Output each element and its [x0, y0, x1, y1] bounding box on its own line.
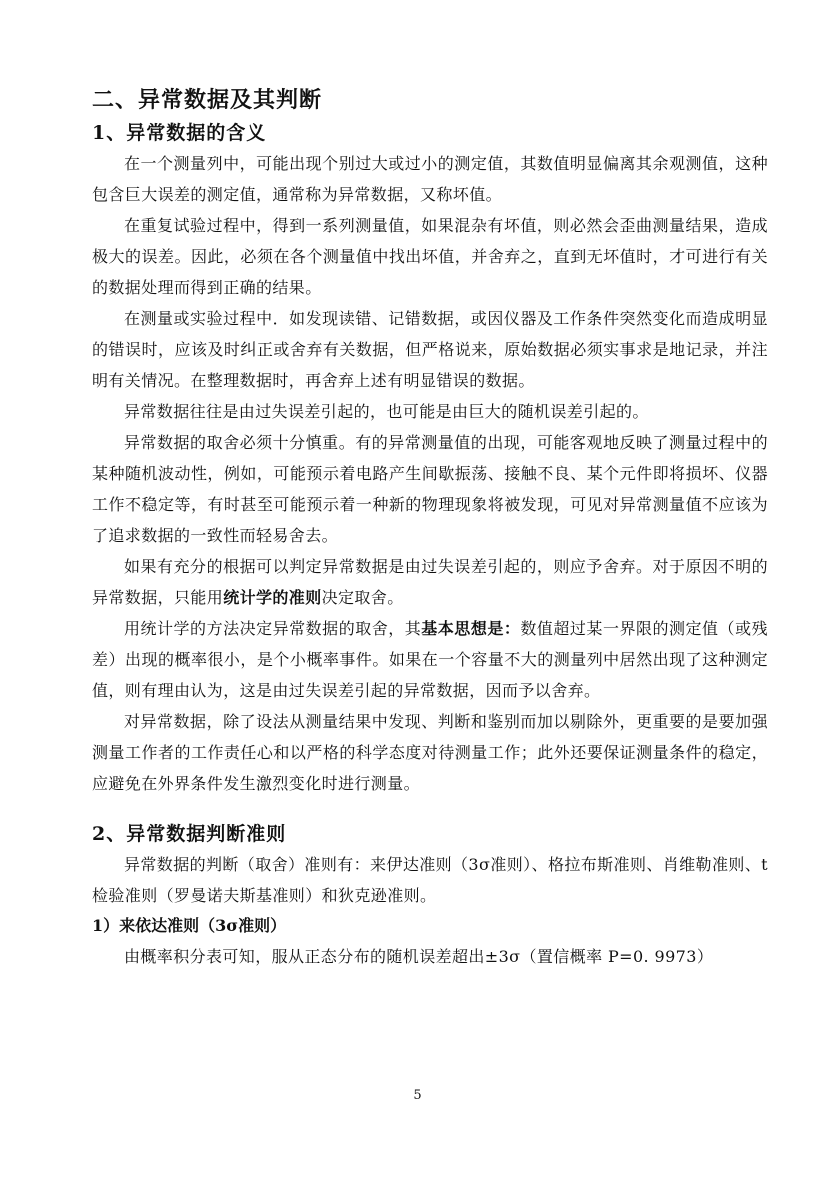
section-2-title: 2、异常数据判断准则 [92, 823, 287, 845]
paragraph-1-3: 在测量或实验过程中．如发现读错、记错数据，或因仪器及工作条件突然变化而造成明显的错误时，应该及时纠正或舍弃有关数据，但严格说来，原始数据必须实事求是地记录，并注明有关情况。在整理数据时，再舍弃上述有明显错误的数据。 [92, 309, 768, 390]
paragraph-1-6-text-a: 如果有充分的根据可以判定异常数据是由过失误差引起的，则应予舍弃。对于原因不明的异常数据，只能用 [92, 557, 768, 607]
paragraph-1-7-text-a: 用统计学的方法决定异常数据的取舍，其 [124, 619, 422, 638]
paragraph-1-5: 异常数据的取舍必须十分慎重。有的异常测量值的出现，可能客观地反映了测量过程中的某种随机波动性，例如，可能预示着电路产生间歇振荡、接触不良、某个元件即将损坏、仪器工作不稳定等，有时甚至可能预示着一种新的物理现象将被发现，可见对异常测量值不应该为了追求数据的一致性而轻易舍去。 [92, 433, 768, 545]
paragraph-1-1: 在一个测量列中，可能出现个别过大或过小的测定值，其数值明显偏离其余观测值，这种包含巨大误差的测定值，通常称为异常数据，又称坏值。 [92, 154, 768, 204]
paragraph-1-4: 异常数据往往是由过失误差引起的，也可能是由巨大的随机误差引起的。 [124, 402, 649, 421]
paragraph-1-6 [92, 551, 768, 613]
paragraph-2-1: 异常数据的判断（取舍）准则有：来伊达准则（3σ准则）、格拉布斯准则、肖维勒准则、t 检验准则（罗曼诺夫斯基准则）和狄克逊准则。 [92, 855, 768, 905]
paragraph-1-6-text-c: 决定取舍。 [321, 588, 404, 607]
paragraph-1-7 [92, 613, 768, 706]
paragraph-1-8: 对异常数据，除了设法从测量结果中发现、判断和鉴别而加以剔除外，更重要的是要加强测量工作者的工作责任心和以严格的科学态度对待测量工作；此外还要保证测量条件的稳定，应避免在外界条件发生激烈变化时进行测量。 [92, 712, 768, 793]
page-number: 5 [413, 1088, 422, 1103]
document-page [92, 84, 768, 972]
bold-term-statistical-criteria: 统计学的准则 [223, 588, 322, 607]
paragraph-1-2: 在重复试验过程中，得到一系列测量值，如果混杂有坏值，则必然会歪曲测量结果，造成极大的误差。因此，必须在各个测量值中找出坏值，并舍弃之，直到无坏值时，才可进行有关的数据处理而得到正确的结果。 [92, 216, 768, 297]
paragraph-2-2: 由概率积分表可知，服从正态分布的随机误差超出±3σ（置信概率 P=0. 9973） [124, 947, 714, 966]
subsection-1-title: 1）来依达准则（3σ准则） [92, 916, 287, 935]
section-1-title: 1、异常数据的含义 [92, 122, 267, 144]
bold-term-basic-idea: 基本思想是： [421, 619, 521, 638]
chapter-heading: 二、异常数据及其判断 [92, 87, 323, 113]
paragraph-1-7-text-c: 数值超过某一界限的测定值（或残差）出现的概率很小，是个小概率事件。如果在一个容量不大的测量列中居然出现了这种测定值，则有理由认为，这是由过失误差引起的异常数据，因而予以舍弃。 [92, 619, 768, 700]
